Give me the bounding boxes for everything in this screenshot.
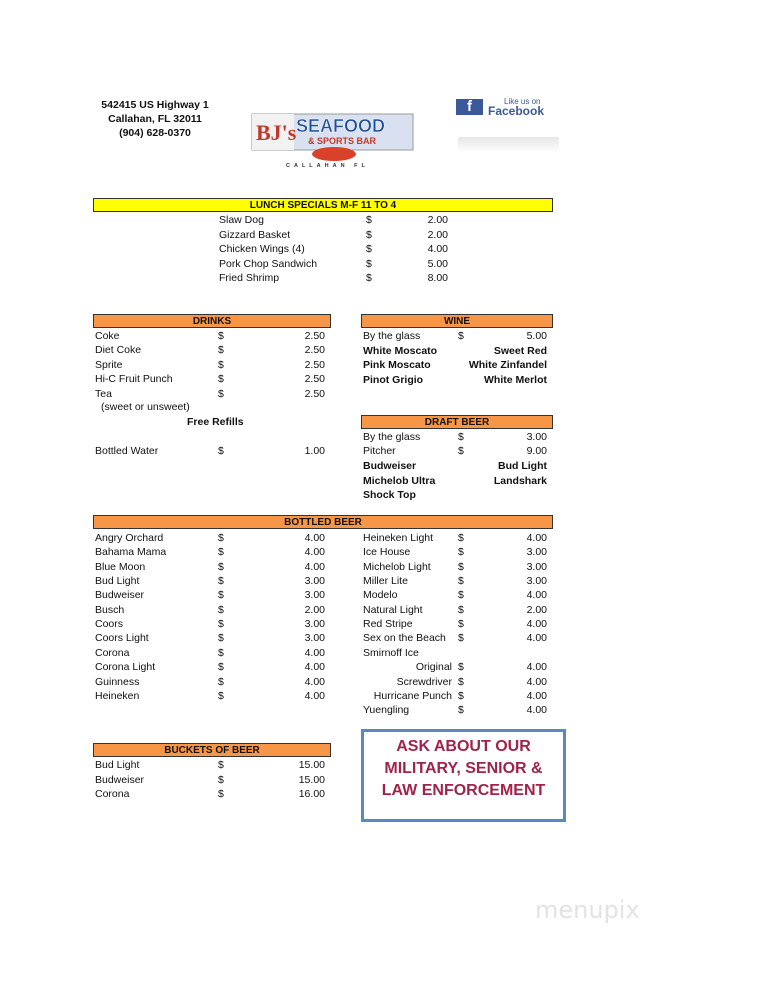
menupix-watermark: menupix — [535, 896, 640, 924]
bottled-right-item-currency: $ — [458, 689, 464, 702]
bucket-item-price: 16.00 — [298, 788, 325, 800]
drinks-header: DRINKS — [93, 314, 331, 328]
facebook-like-badge[interactable] — [456, 97, 562, 117]
lunch-item-name: Gizzard Basket — [219, 228, 291, 241]
drink-item-name: Sprite — [95, 358, 123, 371]
draft-beer-header: DRAFT BEER — [361, 415, 553, 429]
phone-number: (904) 628-0370 — [119, 127, 191, 139]
drink-item-currency: $ — [218, 373, 224, 386]
bottled-right-item-currency: $ — [458, 575, 464, 588]
bottled-right-item-price: 2.00 — [526, 603, 547, 616]
bottled-left-item-currency: $ — [218, 603, 224, 616]
restaurant-logo — [250, 112, 415, 170]
bottled-right-item-price: 3.00 — [526, 560, 547, 573]
bottled-left-item-price: 3.00 — [304, 575, 325, 588]
wine-right-name: White Merlot — [484, 373, 547, 386]
drink-item-currency: $ — [218, 344, 224, 357]
buckets-header: BUCKETS OF BEER — [93, 743, 331, 757]
lunch-item-currency: $ — [366, 272, 372, 284]
bottled-right-item-name: Yuengling — [363, 704, 410, 717]
bottled-right-item-name: Natural Light — [363, 603, 423, 616]
bottled-left-item-name: Blue Moon — [95, 560, 146, 573]
bottled-right-item-currency: $ — [458, 560, 464, 573]
drink-item-price: 2.50 — [304, 373, 325, 386]
address-line-2: Callahan, FL 32011 — [108, 113, 202, 125]
bottled-right-item-price: 4.00 — [526, 661, 547, 674]
bottled-right-item-name: Miller Lite — [363, 575, 408, 588]
drink-item-name: Hi-C Fruit Punch — [95, 373, 173, 386]
bottled-left-item-name: Corona — [95, 646, 130, 659]
drink-item-name: Tea — [95, 387, 112, 400]
wine-right-name: Sweet Red — [493, 345, 547, 357]
facebook-icon: f — [456, 99, 483, 115]
bottled-left-item-currency: $ — [218, 532, 224, 544]
lunch-item-price: 8.00 — [427, 272, 448, 284]
bottled-right-item-currency: $ — [458, 704, 464, 717]
facebook-brand-text: Facebook — [488, 104, 545, 118]
crab-icon — [312, 147, 356, 161]
facebook-like-text: Like us on — [504, 97, 541, 106]
bottled-right-item-price: 4.00 — [526, 589, 547, 602]
wine-left-name: Pink Moscato — [363, 359, 431, 372]
bottled-left-item-currency: $ — [218, 646, 224, 659]
bottled-right-item-price: 3.00 — [526, 546, 547, 559]
bottled-left-item-price: 3.00 — [304, 589, 325, 602]
discount-promo-box — [361, 729, 566, 822]
bottled-right-item-price: 4.00 — [526, 632, 547, 645]
bottled-right-item-currency: $ — [458, 661, 464, 674]
draft-pitcher-name: Pitcher — [363, 445, 396, 457]
bottled-left-item-currency: $ — [218, 632, 224, 645]
logo-seafood-text: SEAFOOD — [296, 116, 386, 136]
draft-right-name — [447, 488, 547, 502]
wine-right-name: White Zinfandel — [468, 359, 547, 372]
bottled-water-price: 1.00 — [304, 445, 325, 457]
bottled-right-item-price: 4.00 — [526, 532, 547, 544]
bottled-right-item-currency: $ — [458, 632, 464, 645]
lunch-item-currency: $ — [366, 228, 372, 241]
restaurant-address — [95, 98, 215, 140]
lunch-item-price: 4.00 — [427, 243, 448, 255]
draft-by-glass-name: By the glass — [363, 431, 421, 443]
lunch-item-price: 5.00 — [427, 257, 448, 270]
bottled-right-item-name: Red Stripe — [363, 618, 413, 631]
bottled-right-item-currency: $ — [458, 546, 464, 559]
drink-item-currency: $ — [218, 330, 224, 342]
draft-left-name: Budweiser — [363, 460, 417, 472]
drink-item-price: 2.50 — [304, 344, 325, 357]
lunch-item-currency: $ — [366, 214, 372, 226]
bottled-right-item-price: 4.00 — [526, 675, 547, 688]
bottled-left-item-price: 4.00 — [304, 532, 325, 544]
bucket-item-name: Corona — [95, 788, 130, 800]
bottled-right-item-name: Original — [415, 661, 452, 674]
drink-item-price: 2.50 — [304, 330, 325, 342]
drink-item-name: Diet Coke — [95, 344, 142, 357]
tea-note: (sweet or unsweet) — [101, 401, 190, 413]
lunch-item-price: 2.00 — [427, 228, 448, 241]
bucket-item-name: Bud Light — [95, 759, 140, 771]
bottled-right-item-name: Smirnoff Ice — [363, 646, 419, 659]
logo-sports-bar-text: & SPORTS BAR — [308, 136, 377, 146]
promo-line-3: LAW ENFORCEMENT — [381, 782, 546, 799]
lunch-item-name: Slaw Dog — [219, 214, 264, 226]
bottled-left-item-currency: $ — [218, 689, 224, 702]
address-line-1: 542415 US Highway 1 — [101, 99, 209, 111]
free-refills-label: Free Refills — [187, 416, 244, 428]
bottled-right-item-name: Michelob Light — [363, 560, 431, 573]
wine-left-name: White Moscato — [363, 345, 438, 357]
bottled-left-item-price: 4.00 — [304, 646, 325, 659]
draft-pitcher-currency: $ — [458, 445, 464, 457]
bottled-right-item-currency: $ — [458, 589, 464, 602]
bottled-left-item-price: 3.00 — [304, 632, 325, 645]
bottled-left-item-price: 4.00 — [304, 689, 325, 702]
bottled-right-item-name: Hurricane Punch — [373, 689, 452, 702]
bottled-left-item-name: Guinness — [95, 675, 140, 688]
drink-item-currency: $ — [218, 387, 224, 400]
bottled-right-item-price: 4.00 — [526, 618, 547, 631]
drink-item-currency: $ — [218, 358, 224, 371]
bottled-left-item-currency: $ — [218, 589, 224, 602]
draft-pitcher-price: 9.00 — [526, 445, 547, 457]
draft-left-name: Michelob Ultra — [363, 474, 436, 487]
bottled-left-item-price: 4.00 — [304, 661, 325, 674]
bottled-right-item-name: Heineken Light — [363, 532, 434, 544]
bottled-left-item-name: Coors Light — [95, 632, 149, 645]
bottled-right-item-name: Screwdriver — [396, 675, 452, 688]
drink-item-name: Coke — [95, 330, 120, 342]
draft-right-name: Landshark — [493, 474, 547, 487]
bucket-item-currency: $ — [218, 759, 224, 771]
bottled-left-item-currency: $ — [218, 546, 224, 559]
bottled-right-item-name: Sex on the Beach — [363, 632, 446, 645]
bucket-item-price: 15.00 — [298, 759, 325, 771]
draft-left-name: Shock Top — [363, 489, 416, 501]
draft-by-glass-price: 3.00 — [526, 431, 547, 443]
bottled-left-item-currency: $ — [218, 661, 224, 674]
wine-by-glass-currency: $ — [458, 330, 464, 342]
wine-by-glass-name: By the glass — [363, 330, 421, 342]
drink-item-price: 2.50 — [304, 387, 325, 400]
bottled-left-item-price: 4.00 — [304, 560, 325, 573]
logo-city-text: CALLAHAN FL — [286, 163, 369, 169]
logo-bj-text: BJ's — [256, 120, 297, 145]
bottled-right-item-name: Ice House — [363, 546, 411, 559]
bottled-left-item-price: 2.00 — [304, 603, 325, 616]
bottled-left-item-name: Heineken — [95, 689, 140, 702]
bottled-left-item-currency: $ — [218, 618, 224, 631]
lunch-item-currency: $ — [366, 257, 372, 270]
draft-by-glass-currency: $ — [458, 431, 464, 443]
bottled-water-currency: $ — [218, 445, 224, 457]
bottled-right-item-currency: $ — [458, 675, 464, 688]
bottled-left-item-name: Busch — [95, 603, 125, 616]
bottled-left-item-price: 4.00 — [304, 546, 325, 559]
bottled-left-item-price: 4.00 — [304, 675, 325, 688]
lunch-specials-header: LUNCH SPECIALS M-F 11 TO 4 — [93, 198, 553, 212]
bottled-left-item-price: 3.00 — [304, 618, 325, 631]
bottled-left-item-name: Angry Orchard — [95, 532, 164, 544]
lunch-item-name: Pork Chop Sandwich — [219, 257, 318, 270]
promo-line-1: ASK ABOUT OUR — [396, 738, 531, 755]
draft-right-name: Bud Light — [498, 460, 547, 472]
bottled-right-item-price: 4.00 — [526, 704, 547, 717]
bottled-left-item-currency: $ — [218, 575, 224, 588]
wine-by-glass-price: 5.00 — [526, 330, 547, 342]
bottled-right-item-currency: $ — [458, 603, 464, 616]
drink-item-price: 2.50 — [304, 358, 325, 371]
promo-line-2: MILITARY, SENIOR & — [384, 760, 543, 777]
lunch-item-name: Fried Shrimp — [219, 272, 280, 284]
bucket-item-currency: $ — [218, 773, 224, 786]
bottled-left-item-name: Budweiser — [95, 589, 145, 602]
lunch-item-price: 2.00 — [427, 214, 448, 226]
lunch-item-currency: $ — [366, 243, 372, 255]
bottled-right-item-price: 4.00 — [526, 689, 547, 702]
bottled-right-item-price — [497, 646, 547, 660]
bottled-left-item-name: Bud Light — [95, 575, 140, 588]
wine-header: WINE — [361, 314, 553, 328]
bottled-right-item-name: Modelo — [363, 589, 398, 602]
bottled-right-item-currency: $ — [458, 618, 464, 631]
bucket-item-price: 15.00 — [298, 773, 325, 786]
bucket-item-currency: $ — [218, 788, 224, 800]
facebook-widget-bar — [458, 137, 559, 153]
bottled-left-item-currency: $ — [218, 560, 224, 573]
wine-left-name: Pinot Grigio — [363, 373, 424, 386]
bottled-left-item-name: Bahama Mama — [95, 546, 167, 559]
bottled-water-name: Bottled Water — [95, 445, 159, 457]
bottled-right-item-currency: $ — [458, 532, 464, 544]
bottled-left-item-name: Corona Light — [95, 661, 156, 674]
bottled-right-item-price: 3.00 — [526, 575, 547, 588]
lunch-item-name: Chicken Wings (4) — [219, 243, 305, 255]
bottled-beer-header: BOTTLED BEER — [93, 515, 553, 529]
bottled-left-item-name: Coors — [95, 618, 124, 631]
bottled-left-item-currency: $ — [218, 675, 224, 688]
bucket-item-name: Budweiser — [95, 773, 145, 786]
